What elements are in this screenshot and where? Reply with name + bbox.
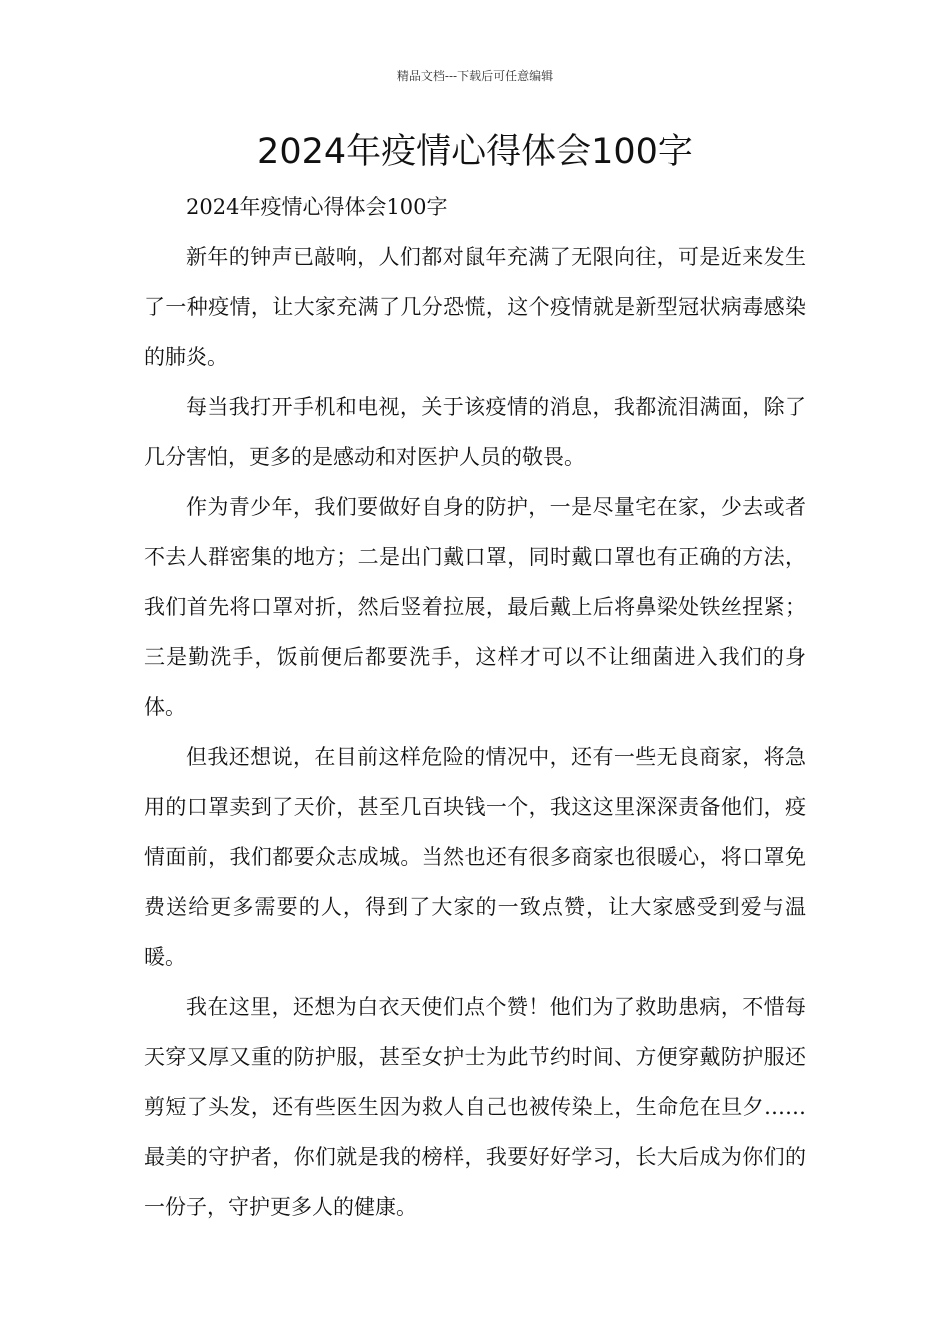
paragraph-3: 作为青少年，我们要做好自身的防护，一是尽量宅在家，少去或者不去人群密集的地方；二是出门戴口罩，同时戴口罩也有正确的方法，我们首先将口罩对折，然后竖着拉展，最后戴上后将鼻梁处铁丝捏紧；三是勤洗手，饭前便后都要洗手，这样才可以不让细菌进入我们的身体。: [144, 495, 806, 719]
paragraph-1: 新年的钟声已敲响，人们都对鼠年充满了无限向往，可是近来发生了一种疫情，让大家充满了几分恐慌，这个疫情就是新型冠状病毒感染的肺炎。: [144, 245, 806, 369]
running-header: 精品文档---下载后可任意编辑: [396, 69, 554, 83]
document-subtitle: 2024年疫情心得体会100字: [186, 195, 448, 219]
document-title: 2024年疫情心得体会100字: [257, 132, 693, 172]
paragraph-4: 但我还想说，在目前这样危险的情况中，还有一些无良商家，将急用的口罩卖到了天价，甚至几百块钱一个，我这这里深深责备他们，疫情面前，我们都要众志成城。当然也还有很多商家也很暖心，将口罩免费送给更多需要的人，得到了大家的一致点赞，让大家感受到爱与温暖。: [144, 745, 806, 969]
paragraph-2: 每当我打开手机和电视，关于该疫情的消息，我都流泪满面，除了几分害怕，更多的是感动和对医护人员的敬畏。: [144, 395, 806, 469]
document-body: [144, 182, 806, 1232]
paragraph-5: 我在这里，还想为白衣天使们点个赞！他们为了救助患病，不惜每天穿又厚又重的防护服，甚至女护士为此节约时间、方便穿戴防护服还剪短了头发，还有些医生因为救人自己也被传染上，生命危在旦夕……最美的守护者，你们就是我的榜样，我要好好学习，长大后成为你们的一份子，守护更多人的健康。: [144, 995, 806, 1219]
